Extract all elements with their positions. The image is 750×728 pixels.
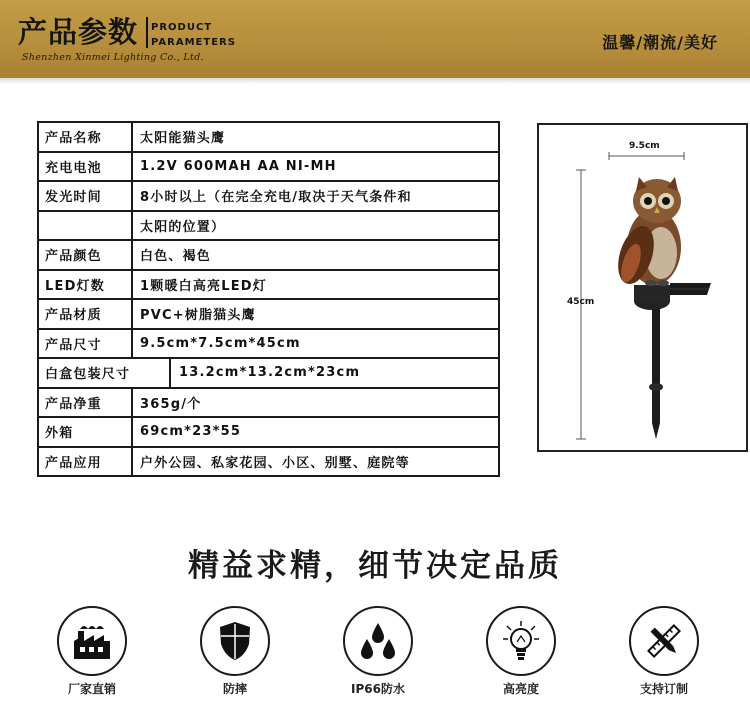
factory-icon [57,606,127,676]
ruler-pencil-icon [629,606,699,676]
specs-table [37,121,500,477]
table-row [38,329,499,359]
spec-label: 充电电池 [38,152,132,182]
spec-label: 发光时间 [38,181,132,211]
feature-waterproof [342,606,414,697]
header-banner [0,0,750,78]
company-name: Shenzhen Xinmei Lighting Co., Ltd. [22,52,204,63]
spec-value: 太阳能猫头鹰 [132,122,499,152]
table-row [39,359,498,387]
tagline: 精益求精，细节决定品质 [188,548,562,584]
feature-label: 支持订制 [639,682,688,696]
english-subtitle-line1: PRODUCT [151,22,213,33]
water-drops-icon [343,606,413,676]
spec-value: 8小时以上（在完全充电/取决于天气条件和 [132,181,499,211]
table-row [38,358,499,388]
slogan: 温馨/潮流/美好 [602,33,718,52]
feature-shatterproof [199,606,271,697]
table-row [38,240,499,270]
spec-label: 产品应用 [38,447,132,477]
spec-wide-cell [38,358,499,388]
shield-icon [200,606,270,676]
feature-label: 防摔 [222,682,247,696]
spec-label: 产品材质 [38,299,132,329]
height-dimension-label: 45cm [567,297,595,307]
table-row [38,447,499,477]
feature-factory [56,606,128,697]
feature-label: IP66防水 [351,682,405,696]
spec-value: 太阳的位置） [132,211,499,241]
table-row [38,388,499,418]
feature-customization [628,606,700,697]
product-photo [537,123,748,452]
spec-value: 69cm*23*55 [132,417,499,447]
page-title: 产品参数 [18,15,139,49]
spec-label: 产品颜色 [38,240,132,270]
table-row [38,299,499,329]
title-divider [146,17,148,48]
table-row [38,152,499,182]
feature-label: 高亮度 [502,682,539,696]
spec-label: 产品名称 [38,122,132,152]
feature-label: 厂家直销 [67,682,116,696]
feature-brightness [485,606,557,697]
spec-label [38,211,132,241]
table-row [38,122,499,152]
spec-value: PVC+树脂猫头鹰 [132,299,499,329]
lightbulb-icon [486,606,556,676]
spec-label: 产品尺寸 [38,329,132,359]
spec-label: 产品净重 [38,388,132,418]
spec-value: 1颗暖白高亮LED灯 [132,270,499,300]
owl-stake-illustration [539,125,746,450]
spec-value: 1.2V 600MAH AA NI-MH [132,152,499,182]
table-row [38,270,499,300]
spec-value: 13.2cm*13.2cm*23cm [179,365,361,381]
banner-shadow [0,78,750,84]
english-subtitle-line2: PARAMETERS [151,37,236,48]
spec-value: 户外公园、私家花园、小区、别墅、庭院等 [132,447,499,477]
spec-value: 365g/个 [132,388,499,418]
spec-label: LED灯数 [38,270,132,300]
spec-value: 白色、褐色 [132,240,499,270]
table-row [38,181,499,211]
spec-value: 9.5cm*7.5cm*45cm [132,329,499,359]
table-row [38,211,499,241]
spec-subtable [39,359,498,387]
spec-label: 白盒包装尺寸 [39,359,170,387]
width-dimension-label: 9.5cm [629,141,660,151]
table-row [38,417,499,447]
spec-label: 外箱 [38,417,132,447]
english-subtitle [151,20,236,50]
